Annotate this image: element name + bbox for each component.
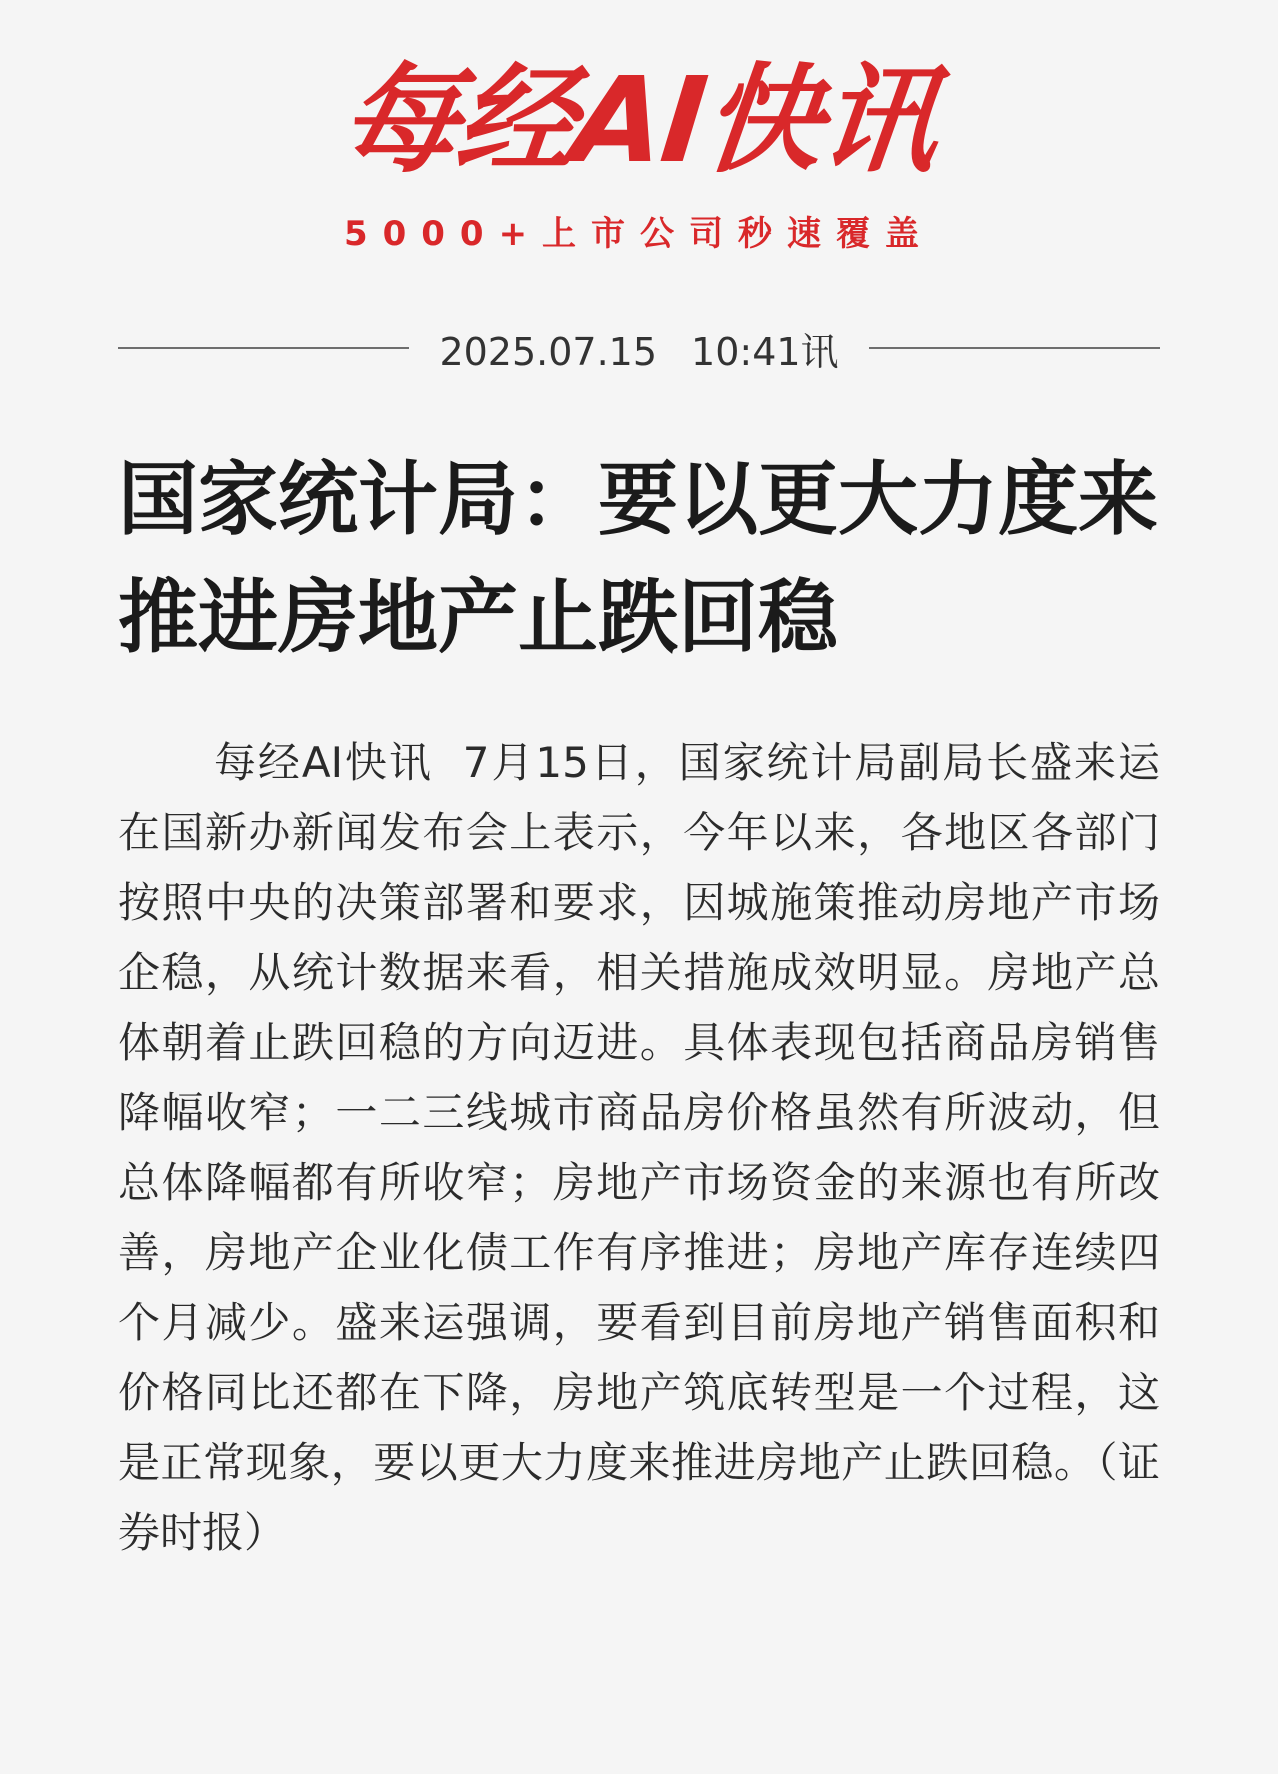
- dateline: [118, 325, 1160, 374]
- brand-logo: 每经AI快讯: [334, 51, 944, 189]
- article-body-text: 7月15日，国家统计局副局长盛来运在国新办新闻发布会上表示，今年以来，各地区各部门按照中央的决策部署和要求，因城施策推动房地产市场企稳，从统计数据来看，相关措施成效明显。房地产总体朝着止跌回稳的方向迈进。具体表现包括商品房销售降幅收窄；一二三线城市商品房价格虽然有所波动，但总体降幅都有所收窄；房地产市场资金的来源也有所改善，房地产企业化债工作有序推进；房地产库存连续四个月减少。盛来运强调，要看到目前房地产销售面积和价格同比还都在下降，房地产筑底转型是一个过程，这是正常现象，要以更大力度来推进房地产止跌回稳。（证券时报）: [118, 738, 1160, 1557]
- publish-time: 10:41讯: [691, 329, 839, 374]
- article-body: [118, 728, 1160, 1568]
- dateline-rule-right: [869, 347, 1160, 349]
- dateline-rule-left: [118, 347, 409, 349]
- masthead: [0, 50, 1278, 255]
- article-headline: 国家统计局：要以更大力度来推进房地产止跌回稳: [118, 452, 1158, 664]
- publish-datetime: [409, 321, 868, 376]
- publish-date: 2025.07.15: [439, 329, 658, 374]
- brand-tagline: 5000+上市公司秒速覆盖: [343, 214, 935, 254]
- article-source-tag: 每经AI快讯: [214, 738, 433, 787]
